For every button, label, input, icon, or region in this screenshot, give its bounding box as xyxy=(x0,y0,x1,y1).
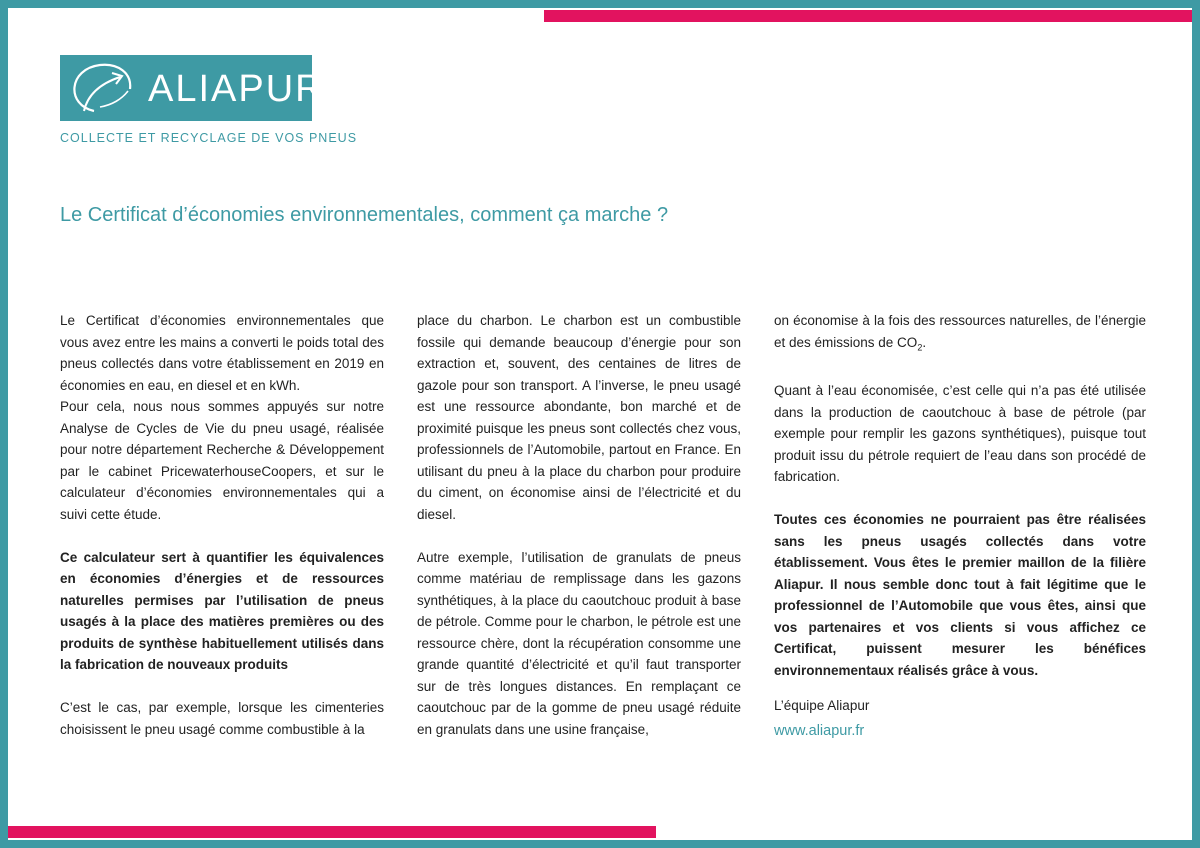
paragraph: Pour cela, nous nous sommes appuyés sur notre Analyse de Cycles de Vie du pneu usagé, réalisée pour notre département Recherche & Développement par le cabinet PricewaterhouseCoopers, et sur le calculateur d’économies environnementales qui a suivi cette étude. xyxy=(60,399,384,522)
paragraph-text: on économise à la fois des ressources naturelles, de l’énergie et des émissions de CO xyxy=(774,313,1146,350)
website-link[interactable]: www.aliapur.fr xyxy=(774,722,865,739)
text-column-2 xyxy=(417,310,741,762)
subscript: 2 xyxy=(917,342,923,353)
paragraph: Le Certificat d’économies environnementales que vous avez entre les mains a converti le poids total des pneus collectés dans votre établissement en 2019 en économies en eau, en diesel et en kWh. xyxy=(60,313,384,393)
paragraph: Autre exemple, l’utilisation de granulats de pneus comme matériau de remplissage dans les gazons synthétiques, à la place du caoutchouc produit à base de pétrole. Comme pour le charbon, le pétrole est une ressource chère, dont la récupération consomme une grande quantité d’électricité et qu’il faut transporter sur de très longues distances. En remplaçant ce caoutchouc par de la gomme de pneu usagé réduite en granulats dans une usine française, xyxy=(417,549,741,737)
text-column-1 xyxy=(60,310,384,762)
text-column-3 xyxy=(774,310,1146,764)
paragraph xyxy=(774,310,1146,359)
aliapur-logo xyxy=(60,55,325,121)
paragraph: Quant à l’eau économisée, c’est celle qui n’a pas été utilisée dans la production de caoutchouc à base de pétrole (par exemple pour remplir les gazons synthétiques), puisque tout produit issu du pétrole requiert de l’eau dans son procédé de fabrication. xyxy=(774,383,1146,485)
logo-wordmark: ALIAPUR xyxy=(148,68,325,110)
document-page xyxy=(8,8,1192,840)
brand-tagline: COLLECTE ET RECYCLAGE DE VOS PNEUS xyxy=(60,131,358,145)
paragraph-bold: Ce calculateur sert à quantifier les équivalences en économies d’énergies et de ressources naturelles permises par l’utilisation de pneus usagés à la place des matières premières ou des produits de synthèse habituellement utilisés dans la fabrication de nouveaux produits xyxy=(60,549,384,672)
page-title: Le Certificat d’économies environnementales, comment ça marche ? xyxy=(60,204,669,226)
paragraph-end: . xyxy=(922,334,927,350)
paragraph: C’est le cas, par exemple, lorsque les cimenteries choisissent le pneu usagé comme combustible à la xyxy=(60,700,384,737)
paragraph-bold: Toutes ces économies ne pourraient pas être réalisées sans les pneus usagés collectés dans votre établissement. Vous êtes le premier maillon de la filière Aliapur. Il nous semble donc tout à fait légitime que le professionnel de l’Automobile que vous êtes, ainsi que vos partenaires et vos clients si vous affichez ce Certificat, puissent mesurer les bénéfices environnementaux réalisés grâce à vous. xyxy=(774,512,1146,678)
bottom-accent-bar xyxy=(8,826,656,838)
top-accent-bar xyxy=(544,10,1192,22)
signature: L’équipe Aliapur xyxy=(774,698,870,714)
paragraph: place du charbon. Le charbon est un combustible fossile qui demande beaucoup d’énergie pour son extraction et, souvent, des centaines de litres de gazole pour son transport. A l’inverse, le pneu usagé est une ressource abondante, bon marché et de proximité puisque les pneus sont collectés chez vous, professionnels de l’Automobile, partout en France. En utilisant du pneu à la place du charbon pour produire du ciment, on économise ainsi de l’électricité et du diesel. xyxy=(417,313,741,522)
